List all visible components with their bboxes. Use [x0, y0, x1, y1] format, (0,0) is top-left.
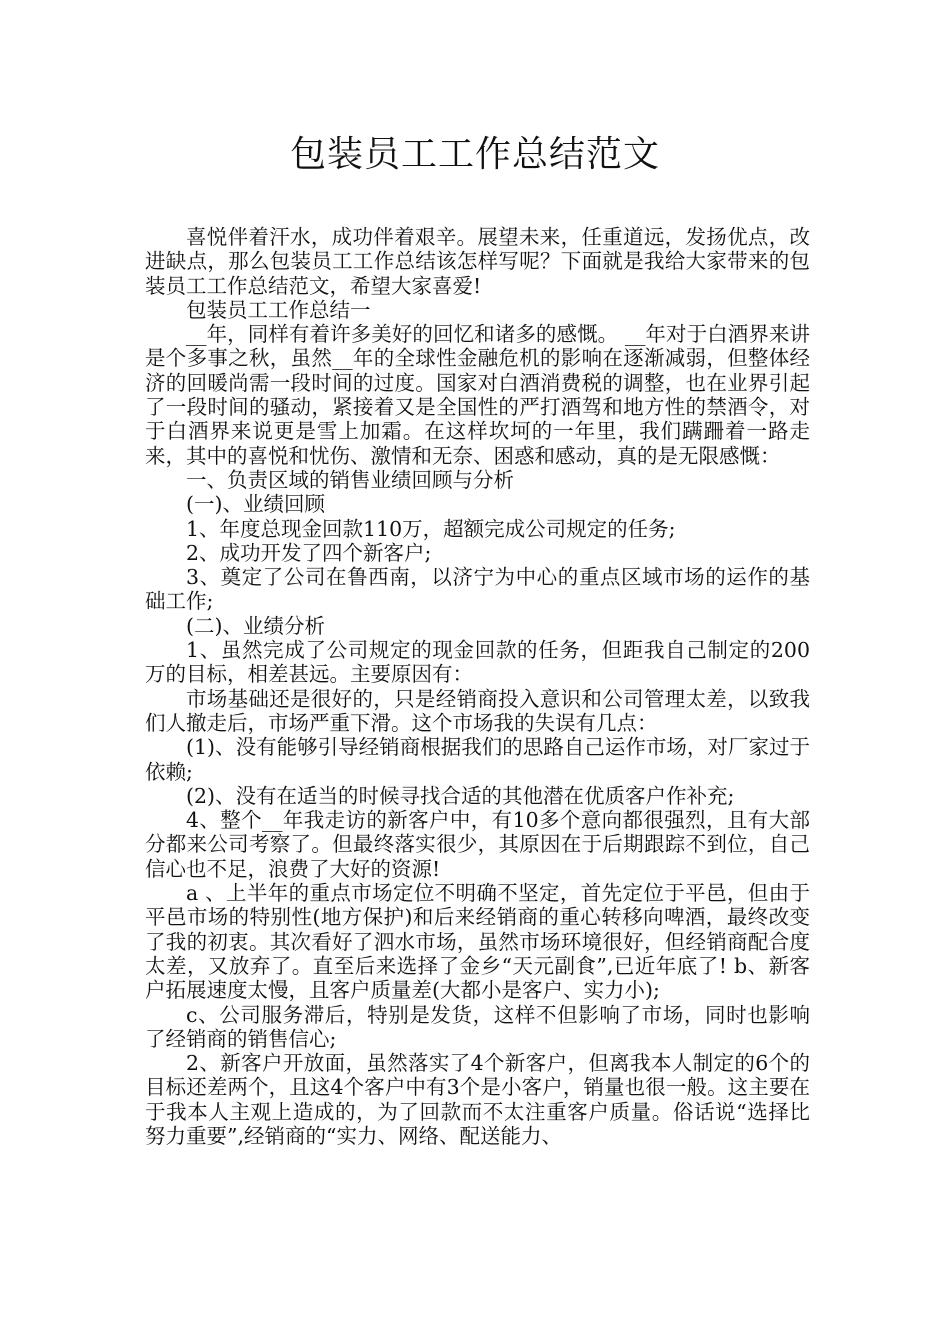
paragraph-market-base: 市场基础还是很好的，只是经销商投入意识和公司管理太差，以致我们人撤走后，市场严重下滑。这个市场我的失误有几点：	[145, 686, 810, 735]
paragraph-mistake-2: (2)、没有在适当的时候寻找合适的其他潜在优质客户作补充;	[186, 783, 735, 808]
paragraph-review-item-1: 1、年度总现金回款110万，超额完成公司规定的任务;	[186, 516, 676, 541]
paragraph-point-a-b: a 、上半年的重点市场定位不明确不坚定，首先定位于平邑，但由于平邑市场的特别性(地方保护)和后来经销商的重心转移向啤酒，最终改变了我的初衷。其次看好了泗水市场，虽然市场环境很好，但经销商配合度太差，又放弃了。直至后来选择了金乡“天元副食”,已近年底了! b、新客户拓展速度太慢，且客户质量差(大都小是客户、实力小);	[145, 881, 810, 1003]
document-body	[145, 225, 810, 1148]
paragraph-year-review: __年，同样有着许多美好的回忆和诸多的感慨。 __年对于白酒界来讲是个多事之秋，虽然__年的全球性金融危机的影响在逐渐减弱，但整体经济的回暖尚需一段时间的过度。国家对白酒消费税的调整，也在业界引起了一段时间的骚动，紧接着又是全国性的严打酒驾和地方性的禁酒令，对于白酒界来说更是雪上加霜。在这样坎坷的一年里，我们蹒跚着一路走来，其中的喜悦和忧伤、激情和无奈、困惑和感动，真的是无限感慨：	[145, 322, 810, 468]
paragraph-section-one-heading: 一、负责区域的销售业绩回顾与分析	[186, 467, 514, 492]
paragraph-subheading-review: (一)、业绩回顾	[186, 492, 325, 517]
paragraph-review-item-3: 3、奠定了公司在鲁西南，以济宁为中心的重点区域市场的运作的基础工作;	[145, 565, 810, 614]
paragraph-analysis-item-2: 2、新客户开放面，虽然落实了4个新客户，但离我本人制定的6个的目标还差两个，且这4个客户中有3个是小客户，销量也很一般。这主要在于我本人主观上造成的，为了回款而不太注重客户质量。俗话说“选择比努力重要”,经销商的“实力、网络、配送能力、	[145, 1051, 810, 1148]
paragraph-review-item-2: 2、成功开发了四个新客户;	[186, 540, 432, 565]
paragraph-heading-summary-one: 包装员工工作总结一	[186, 297, 371, 322]
paragraph-analysis-item-4: 4、整个__年我走访的新客户中，有10多个意向都很强烈，且有大部分都来公司考察了。但最终落实很少，其原因在于后期跟踪不到位，自己信心也不足，浪费了大好的资源!	[145, 808, 810, 881]
paragraph-subheading-analysis: (二)、业绩分析	[186, 613, 325, 638]
paragraph-point-c: c、公司服务滞后，特别是发货，这样不但影响了市场，同时也影响了经销商的销售信心;	[145, 1002, 810, 1051]
paragraph-analysis-item-1: 1、虽然完成了公司规定的现金回款的任务，但距我自己制定的200万的目标，相差甚远。主要原因有：	[145, 638, 810, 687]
paragraph-intro: 喜悦伴着汗水，成功伴着艰辛。展望未来，任重道远，发扬优点，改进缺点，那么包装员工工作总结该怎样写呢？下面就是我给大家带来的包装员工工作总结范文，希望大家喜爱!	[145, 225, 810, 298]
paragraph-mistake-1: (1)、没有能够引导经销商根据我们的思路自己运作市场，对厂家过于依赖;	[145, 735, 810, 784]
document-title: 包装员工工作总结范文	[289, 134, 660, 175]
